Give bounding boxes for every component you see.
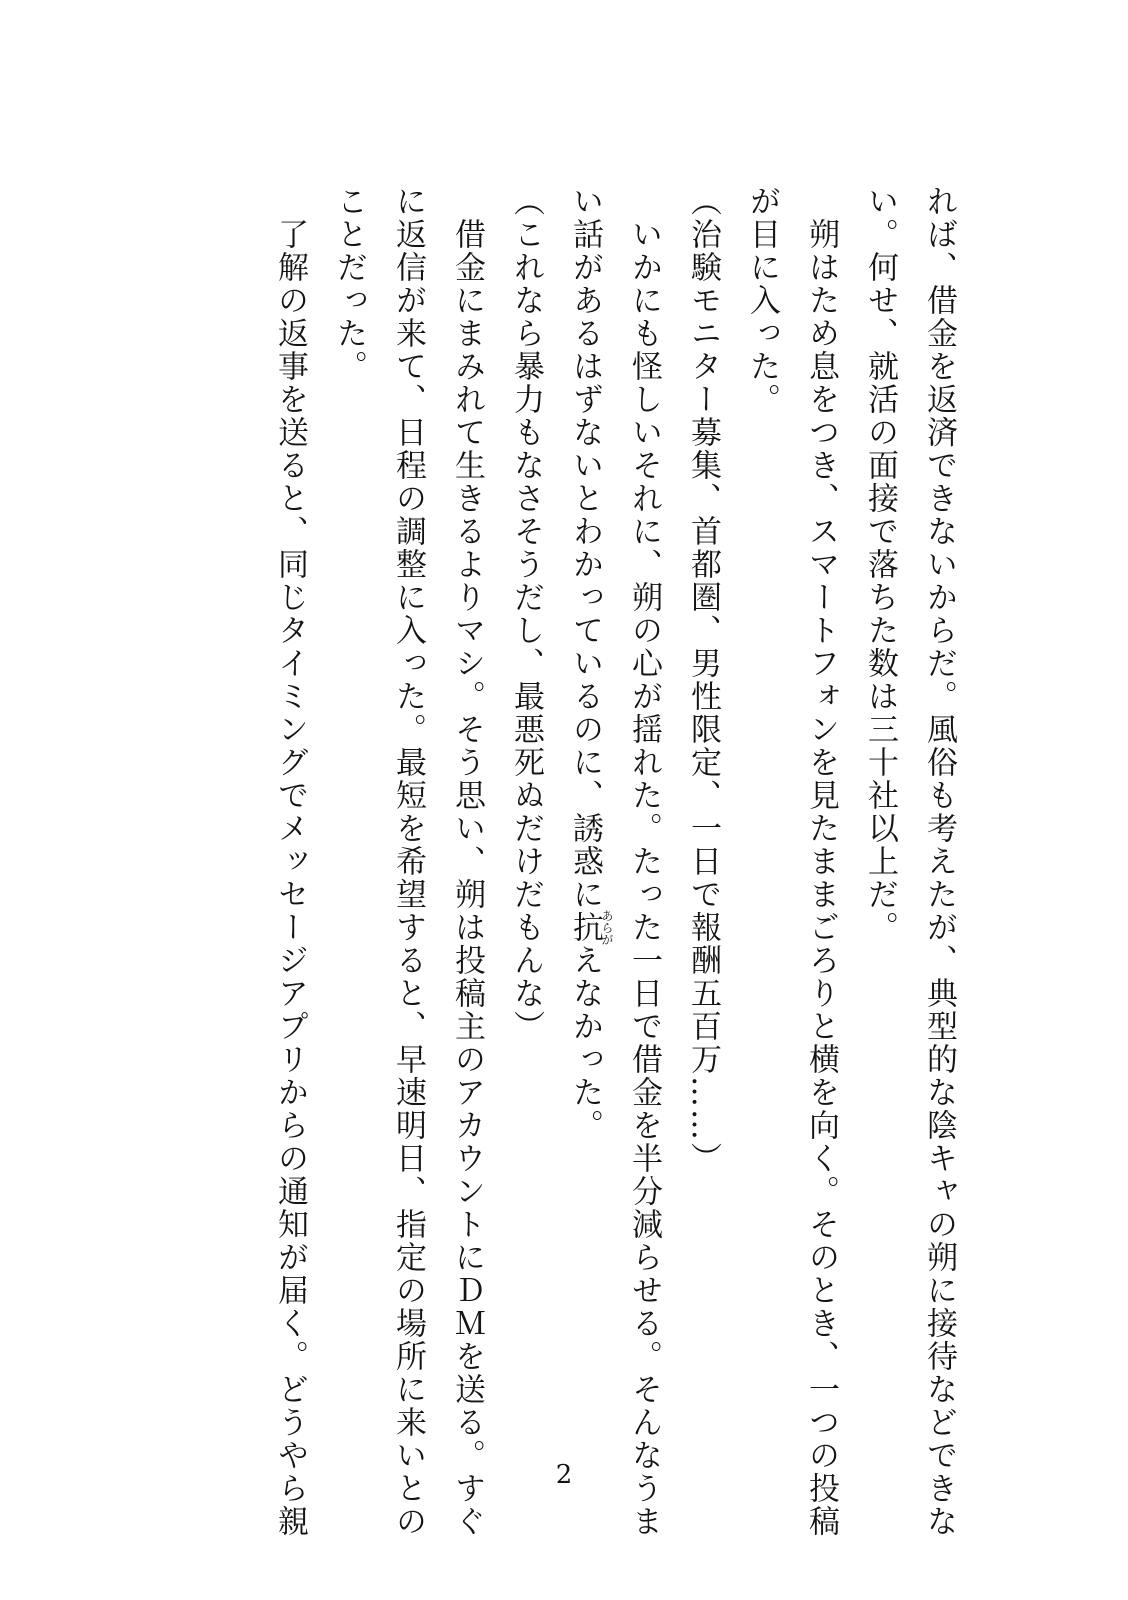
- text-line: 了解の返事を送ると、同じタイミングでメッセージアプリからの通知が届く。どうやら親: [272, 185, 308, 1538]
- text-segment: い話があるはずないとわかっているのに、誘惑に: [567, 185, 603, 911]
- ruby-reading: あらが: [600, 909, 614, 946]
- body-text: [260, 185, 968, 1538]
- text-line: 朔はため息をつき、スマートフォンを見たままごろりと横を向く。そのとき、一つの投稿: [803, 185, 839, 1538]
- text-line: いかにも怪しいそれに、朔の心が揺れた。たった一日で借金を半分減らせる。そんなうま: [626, 185, 662, 1538]
- text-line: （これなら暴力もなさそうだし、最悪死ぬだけだもんな）: [508, 185, 544, 1043]
- text-line: ことだった。: [331, 185, 367, 383]
- text-line: （治験モニター募集、首都圏、男性限定、一日で報酬五百万……）: [685, 185, 721, 1175]
- text-line: 借金にまみれて生きるよりマシ。そう思い、朔は投稿主のアカウントにＤＭを送る。すぐ: [449, 185, 485, 1538]
- ruby-base: 抗: [567, 909, 603, 946]
- text-line-with-ruby: [555, 185, 614, 1250]
- text-line: に返信が来て、日程の調整に入った。最短を希望すると、早速明日、指定の場所に来いとの: [390, 185, 426, 1538]
- text-segment: えなかった。: [567, 944, 603, 1142]
- page-number: 2: [555, 1460, 573, 1490]
- text-line: が目に入った。: [744, 185, 780, 416]
- ruby-annotation: [567, 909, 614, 946]
- text-line: れば、借金を返済できないからだ。風俗も考えたが、典型的な陰キャの朔に接待などできな: [921, 185, 957, 1538]
- text-line: い。何せ、就活の面接で落ちた数は三十社以上だ。: [862, 185, 898, 944]
